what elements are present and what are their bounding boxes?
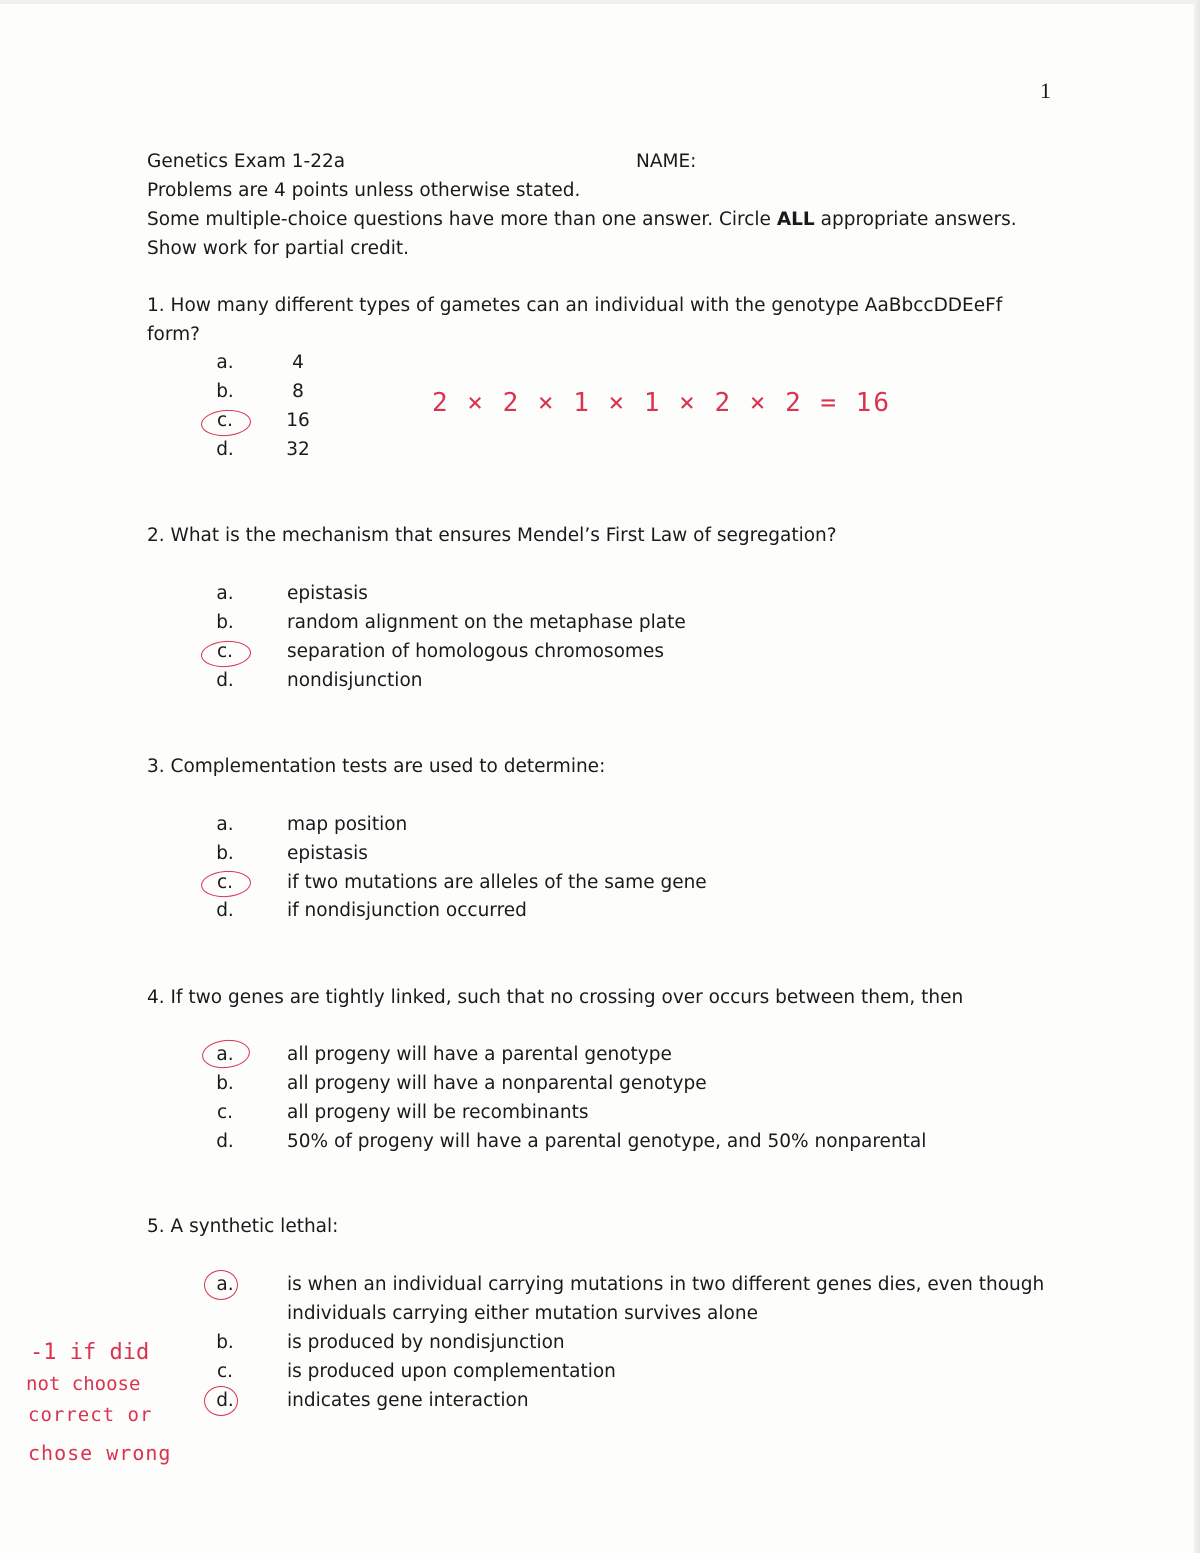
margin-note-line3: correct or [28, 1404, 153, 1426]
name-label: NAME: [636, 151, 697, 172]
margin-note-line4: chose wrong [28, 1441, 172, 1465]
q1-option-b-text: 8 [292, 381, 304, 402]
instructions-circle-all [147, 209, 1017, 230]
q3-option-b-text: epistasis [287, 843, 368, 864]
instructions-pre: Some multiple-choice questions have more than one answer. Circle [147, 209, 777, 230]
q5-option-a-text: is when an individual carrying mutations in two different genes dies, even though [287, 1274, 1045, 1295]
q4-option-c-letter[interactable]: c. [216, 1102, 234, 1123]
q4-option-c-text: all progeny will be recombinants [287, 1102, 589, 1123]
q3-option-d-text: if nondisjunction occurred [287, 900, 527, 921]
q3-option-a-text: map position [287, 814, 408, 835]
question-5-text: 5. A synthetic lethal: [147, 1216, 339, 1237]
q1-handwritten-work: 2 × 2 × 1 × 1 × 2 × 2 = 16 [432, 388, 891, 418]
q3-option-b-letter[interactable]: b. [216, 843, 234, 864]
q2-option-c-letter[interactable]: c. [216, 641, 234, 662]
q2-option-b-letter[interactable]: b. [216, 612, 234, 633]
q2-option-b-text: random alignment on the metaphase plate [287, 612, 686, 633]
q3-option-c-letter[interactable]: c. [216, 872, 234, 893]
scan-edge-right [1194, 0, 1200, 1553]
q2-option-d-text: nondisjunction [287, 670, 423, 691]
q1-option-c-text: 16 [286, 410, 310, 431]
q1-option-d-text: 32 [286, 439, 310, 460]
instructions-post: appropriate answers. [814, 209, 1017, 230]
instructions-points: Problems are 4 points unless otherwise stated. [147, 180, 581, 201]
exam-title: Genetics Exam 1-22a [147, 151, 346, 172]
q5-option-a-text-cont: individuals carrying either mutation survives alone [287, 1303, 758, 1324]
q4-option-b-letter[interactable]: b. [216, 1073, 234, 1094]
q1-option-b-letter[interactable]: b. [216, 381, 234, 402]
q4-option-b-text: all progeny will have a nonparental genotype [287, 1073, 707, 1094]
margin-note-line2: not choose [26, 1373, 141, 1395]
q4-option-a-text: all progeny will have a parental genotype [287, 1044, 672, 1065]
q2-option-c-text: separation of homologous chromosomes [287, 641, 664, 662]
margin-note-line1: -1 if did [30, 1340, 150, 1365]
q3-option-d-letter[interactable]: d. [216, 900, 234, 921]
q1-option-d-letter[interactable]: d. [216, 439, 234, 460]
q5-option-b-letter[interactable]: b. [216, 1332, 234, 1353]
q5-answer-circle-a [204, 1270, 238, 1300]
question-2-text: 2. What is the mechanism that ensures Mendel’s First Law of segregation? [147, 525, 837, 546]
q1-option-a-letter[interactable]: a. [216, 352, 234, 373]
q4-option-d-text: 50% of progeny will have a parental genotype, and 50% nonparental [287, 1131, 927, 1152]
question-1-text-cont: form? [147, 324, 200, 345]
q5-option-c-text: is produced upon complementation [287, 1361, 616, 1382]
question-1-text: 1. How many different types of gametes can an individual with the genotype AaBbccDDEeFf [147, 295, 1003, 316]
q1-option-a-text: 4 [292, 352, 304, 373]
q4-option-d-letter[interactable]: d. [216, 1131, 234, 1152]
q1-option-c-letter[interactable]: c. [216, 410, 234, 431]
q5-option-c-letter[interactable]: c. [216, 1361, 234, 1382]
page-number: 1 [1040, 78, 1051, 103]
q5-option-d-text: indicates gene interaction [287, 1390, 529, 1411]
q5-option-d-letter[interactable]: d. [216, 1390, 234, 1411]
scan-edge-top [0, 0, 1200, 4]
question-3-text: 3. Complementation tests are used to determine: [147, 756, 606, 777]
q5-option-a-letter[interactable]: a. [216, 1274, 234, 1295]
q5-answer-circle-d [204, 1386, 238, 1416]
question-4-text: 4. If two genes are tightly linked, such that no crossing over occurs between them, then [147, 987, 964, 1008]
q4-answer-circle [201, 1038, 252, 1071]
q3-option-a-letter[interactable]: a. [216, 814, 234, 835]
instructions-bold: ALL [776, 209, 815, 230]
q5-option-b-text: is produced by nondisjunction [287, 1332, 565, 1353]
q3-option-c-text: if two mutations are alleles of the same gene [287, 872, 707, 893]
q2-option-a-letter[interactable]: a. [216, 583, 234, 604]
q2-option-d-letter[interactable]: d. [216, 670, 234, 691]
q2-option-a-text: epistasis [287, 583, 368, 604]
instructions-show-work: Show work for partial credit. [147, 238, 409, 259]
q4-option-a-letter[interactable]: a. [216, 1044, 234, 1065]
